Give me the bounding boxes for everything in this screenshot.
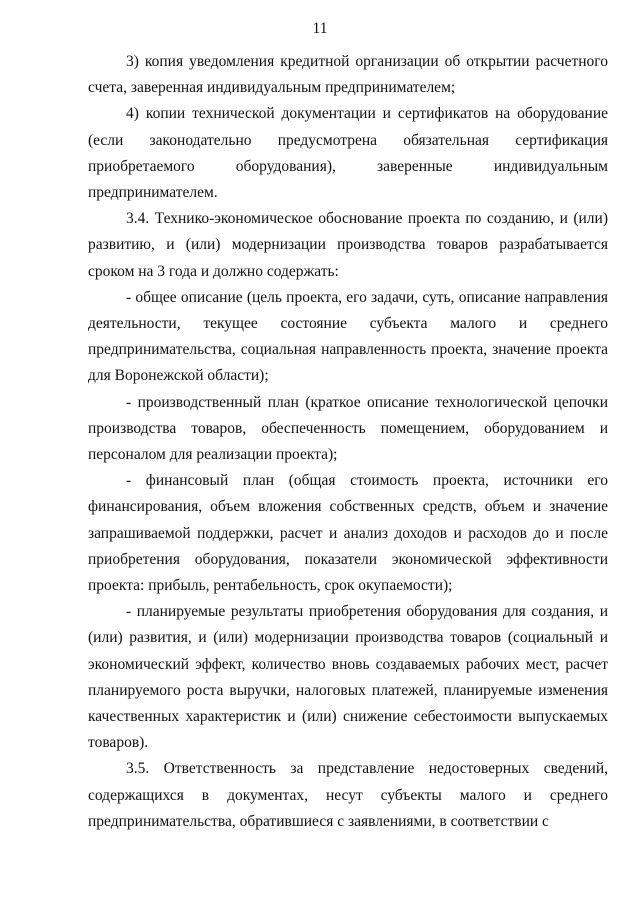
page-number: 11 — [312, 20, 328, 37]
paragraph-financial-plan: - финансовый план (общая стоимость проекта, источники его финансирования, объем вложения собственных средств, объем и значение запрашиваемой поддержки, расчет и анализ доходов и расходов до и после приобретения оборудования, показатели экономической эффективности проекта: прибыль, рентабельность, срок окупаемости); — [88, 472, 608, 595]
paragraph-planned-results: - планируемые результаты приобретения оборудования для создания, и (или) развития, и (или) модернизации производства товаров (социальный и экономический эффект, количество вновь создаваемых рабочих мест, расчет планируемого роста выручки, налоговых платежей, планируемые изменения качественных характеристик и (или) снижение себестоимости выпускаемых товаров). — [88, 603, 608, 752]
paragraph-section-3-5: 3.5. Ответственность за представление недостоверных сведений, содержащихся в документах, несут субъекты малого и среднего предпринимательства, обратившиеся с заявлениями, в соответствии с — [88, 760, 608, 830]
document-body — [88, 49, 608, 835]
paragraph-section-3-4: 3.4. Технико-экономическое обоснование проекта по созданию, и (или) развитию, и (или) модернизации производства товаров разрабатывается сроком на 3 года и должно содержать: — [88, 210, 608, 280]
paragraph-item-3-copy-notification: 3) копия уведомления кредитной организации об открытии расчетного счета, заверенная индивидуальным предпринимателем; — [88, 53, 608, 97]
paragraph-item-4-technical-docs: 4) копии технической документации и сертификатов на оборудование (если законодательно предусмотрена обязательная сертификация приобретаемого оборудования), заверенные индивидуальным предпринимателем. — [88, 105, 608, 202]
paragraph-production-plan: - производственный план (краткое описание технологической цепочки производства товаров, обеспеченность помещением, оборудованием и персоналом для реализации проекта); — [88, 393, 608, 464]
paragraph-general-description: - общее описание (цель проекта, его задачи, суть, описание направления деятельности, текущее состояние субъекта малого и среднего предпринимательства, социальная направленность проекта, значение проекта для Воронежской области); — [88, 288, 608, 385]
